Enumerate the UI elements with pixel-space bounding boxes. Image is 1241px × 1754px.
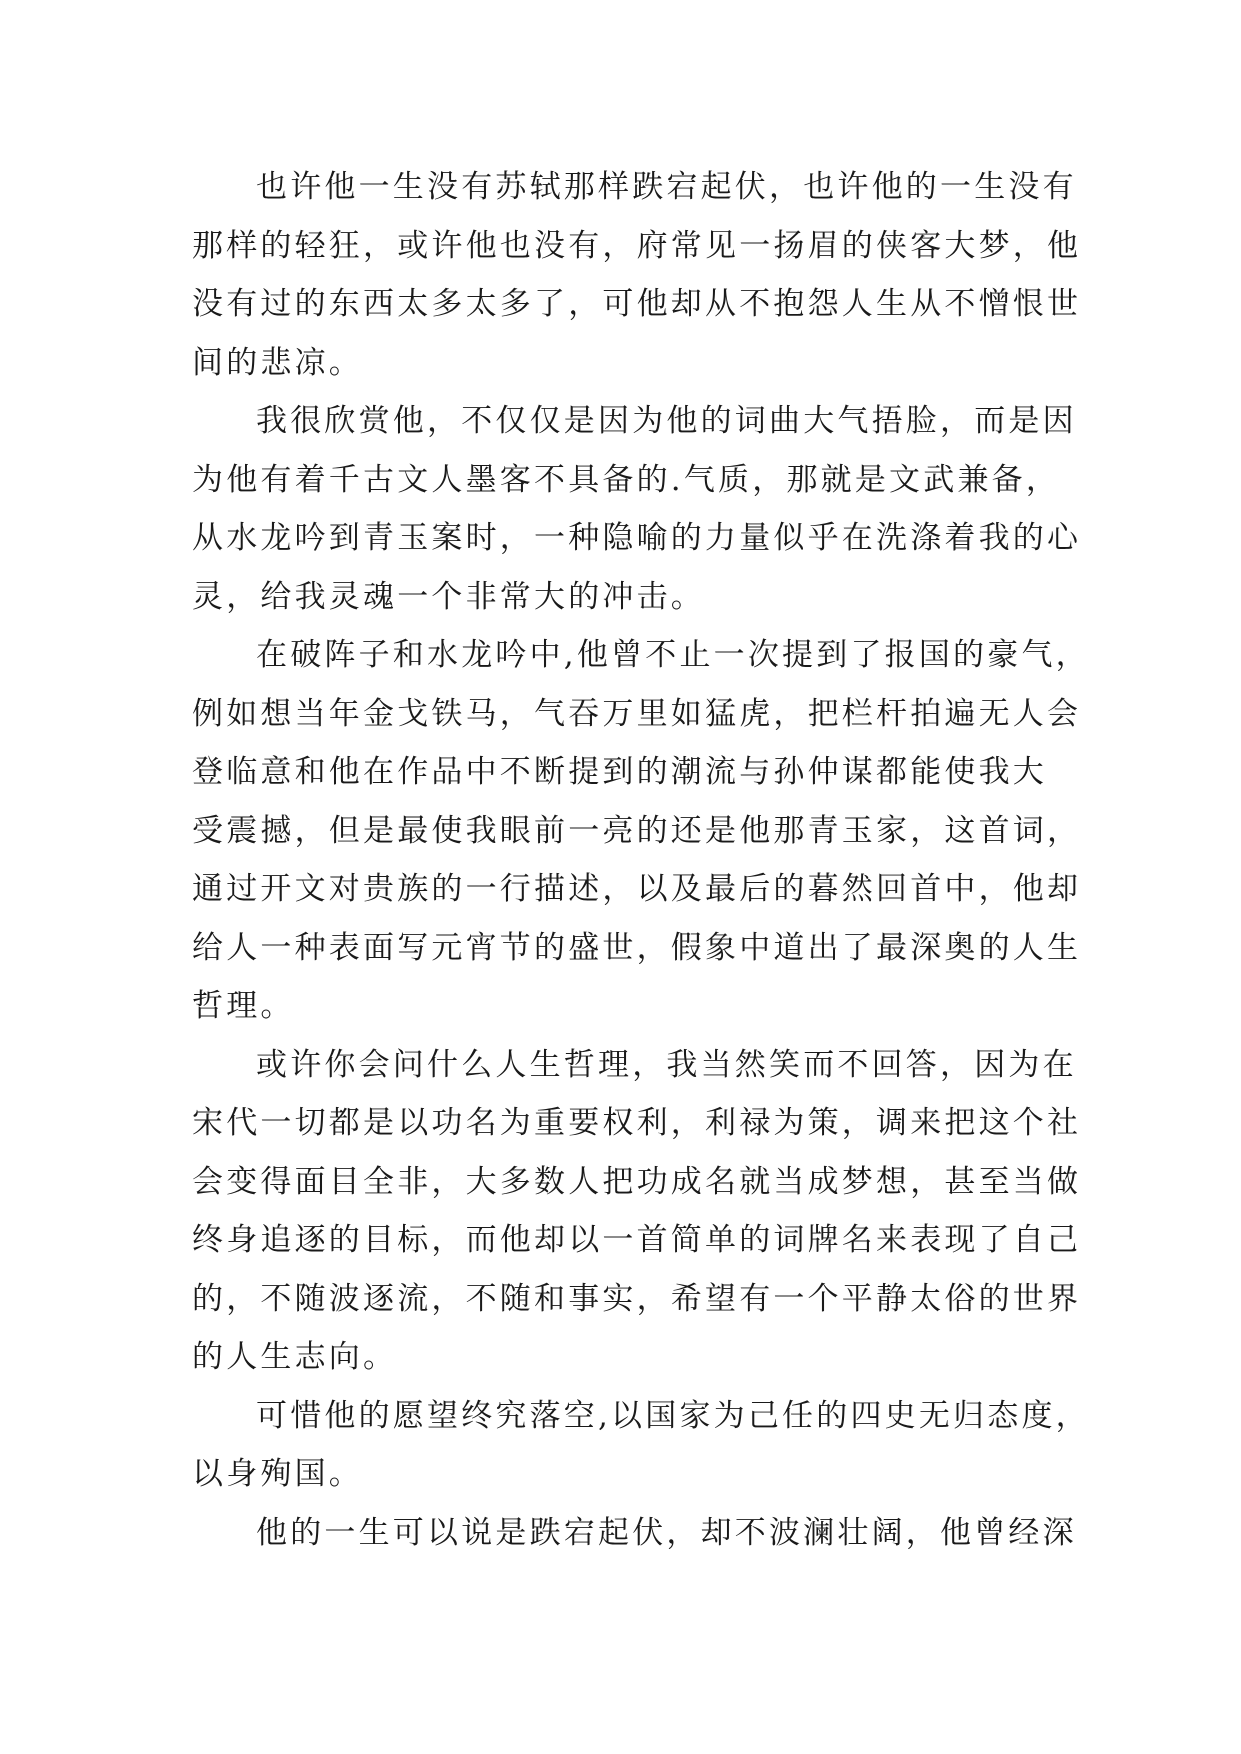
text-line: 登临意和他在作品中不断提到的潮流与孙仲谋都能使我大 (192, 754, 1047, 790)
paragraph-first-line: 他的一生可以说是跌宕起伏，却不波澜壮阔，他曾经深 (256, 1514, 1077, 1551)
body-text (192, 158, 1090, 1562)
text-line: 通过开文对贵族的一行描述，以及最后的暮然回首中，他却 (192, 871, 1082, 907)
text-line: 的，不随波逐流，不随和事实，希望有一个平静太俗的世界 (192, 1280, 1082, 1317)
text-line: 灵，给我灵魂一个非常大的冲击。 (192, 578, 705, 615)
text-line: 那样的轻狂，或许他也没有，府常见一扬眉的侠客大梦，他 (192, 227, 1082, 264)
text-line: 会变得面目全非，大多数人把功成名就当成梦想，甚至当做 (192, 1163, 1082, 1200)
text-line: 从水龙吟到青玉案时，一种隐喻的力量似乎在洗涤着我的心 (192, 520, 1082, 556)
text-line: 没有过的东西太多太多了，可他却从不抱怨人生从不憎恨世 (192, 286, 1082, 322)
paragraph-first-line: 可惜他的愿望终究落空,以国家为己任的四史无归态度， (256, 1397, 1090, 1434)
text-line: 宋代一切都是以功名为重要权利，利禄为策，调来把这个社 (192, 1105, 1082, 1141)
text-line: 例如想当年金戈铁马，气吞万里如猛虎，把栏杆拍遍无人会 (192, 695, 1082, 732)
text-line: 给人一种表面写元宵节的盛世，假象中道出了最深奥的人生 (192, 929, 1082, 966)
paragraph-first-line: 我很欣赏他，不仅仅是因为他的词曲大气捂脸，而是因 (256, 403, 1077, 439)
text-line: 受震撼，但是最使我眼前一亮的还是他那青玉家，这首词， (192, 812, 1082, 849)
text-line: 以身殉国。 (192, 1456, 363, 1492)
paragraph-first-line: 在破阵子和水龙吟中,他曾不止一次提到了报国的豪气， (256, 637, 1090, 673)
text-line: 的人生志向。 (192, 1339, 398, 1375)
paragraph-first-line: 也许他一生没有苏轼那样跌宕起伏，也许他的一生没有 (256, 169, 1077, 205)
text-line: 间的悲凉。 (192, 344, 363, 381)
text-line: 终身追逐的目标，而他却以一首简单的词牌名来表现了自己 (192, 1222, 1082, 1258)
paragraph-first-line: 或许你会问什么人生哲理，我当然笑而不回答，因为在 (256, 1046, 1077, 1083)
text-line: 哲理。 (192, 988, 295, 1024)
text-line: 为他有着千古文人墨客不具备的.气质，那就是文武兼备， (192, 461, 1061, 498)
